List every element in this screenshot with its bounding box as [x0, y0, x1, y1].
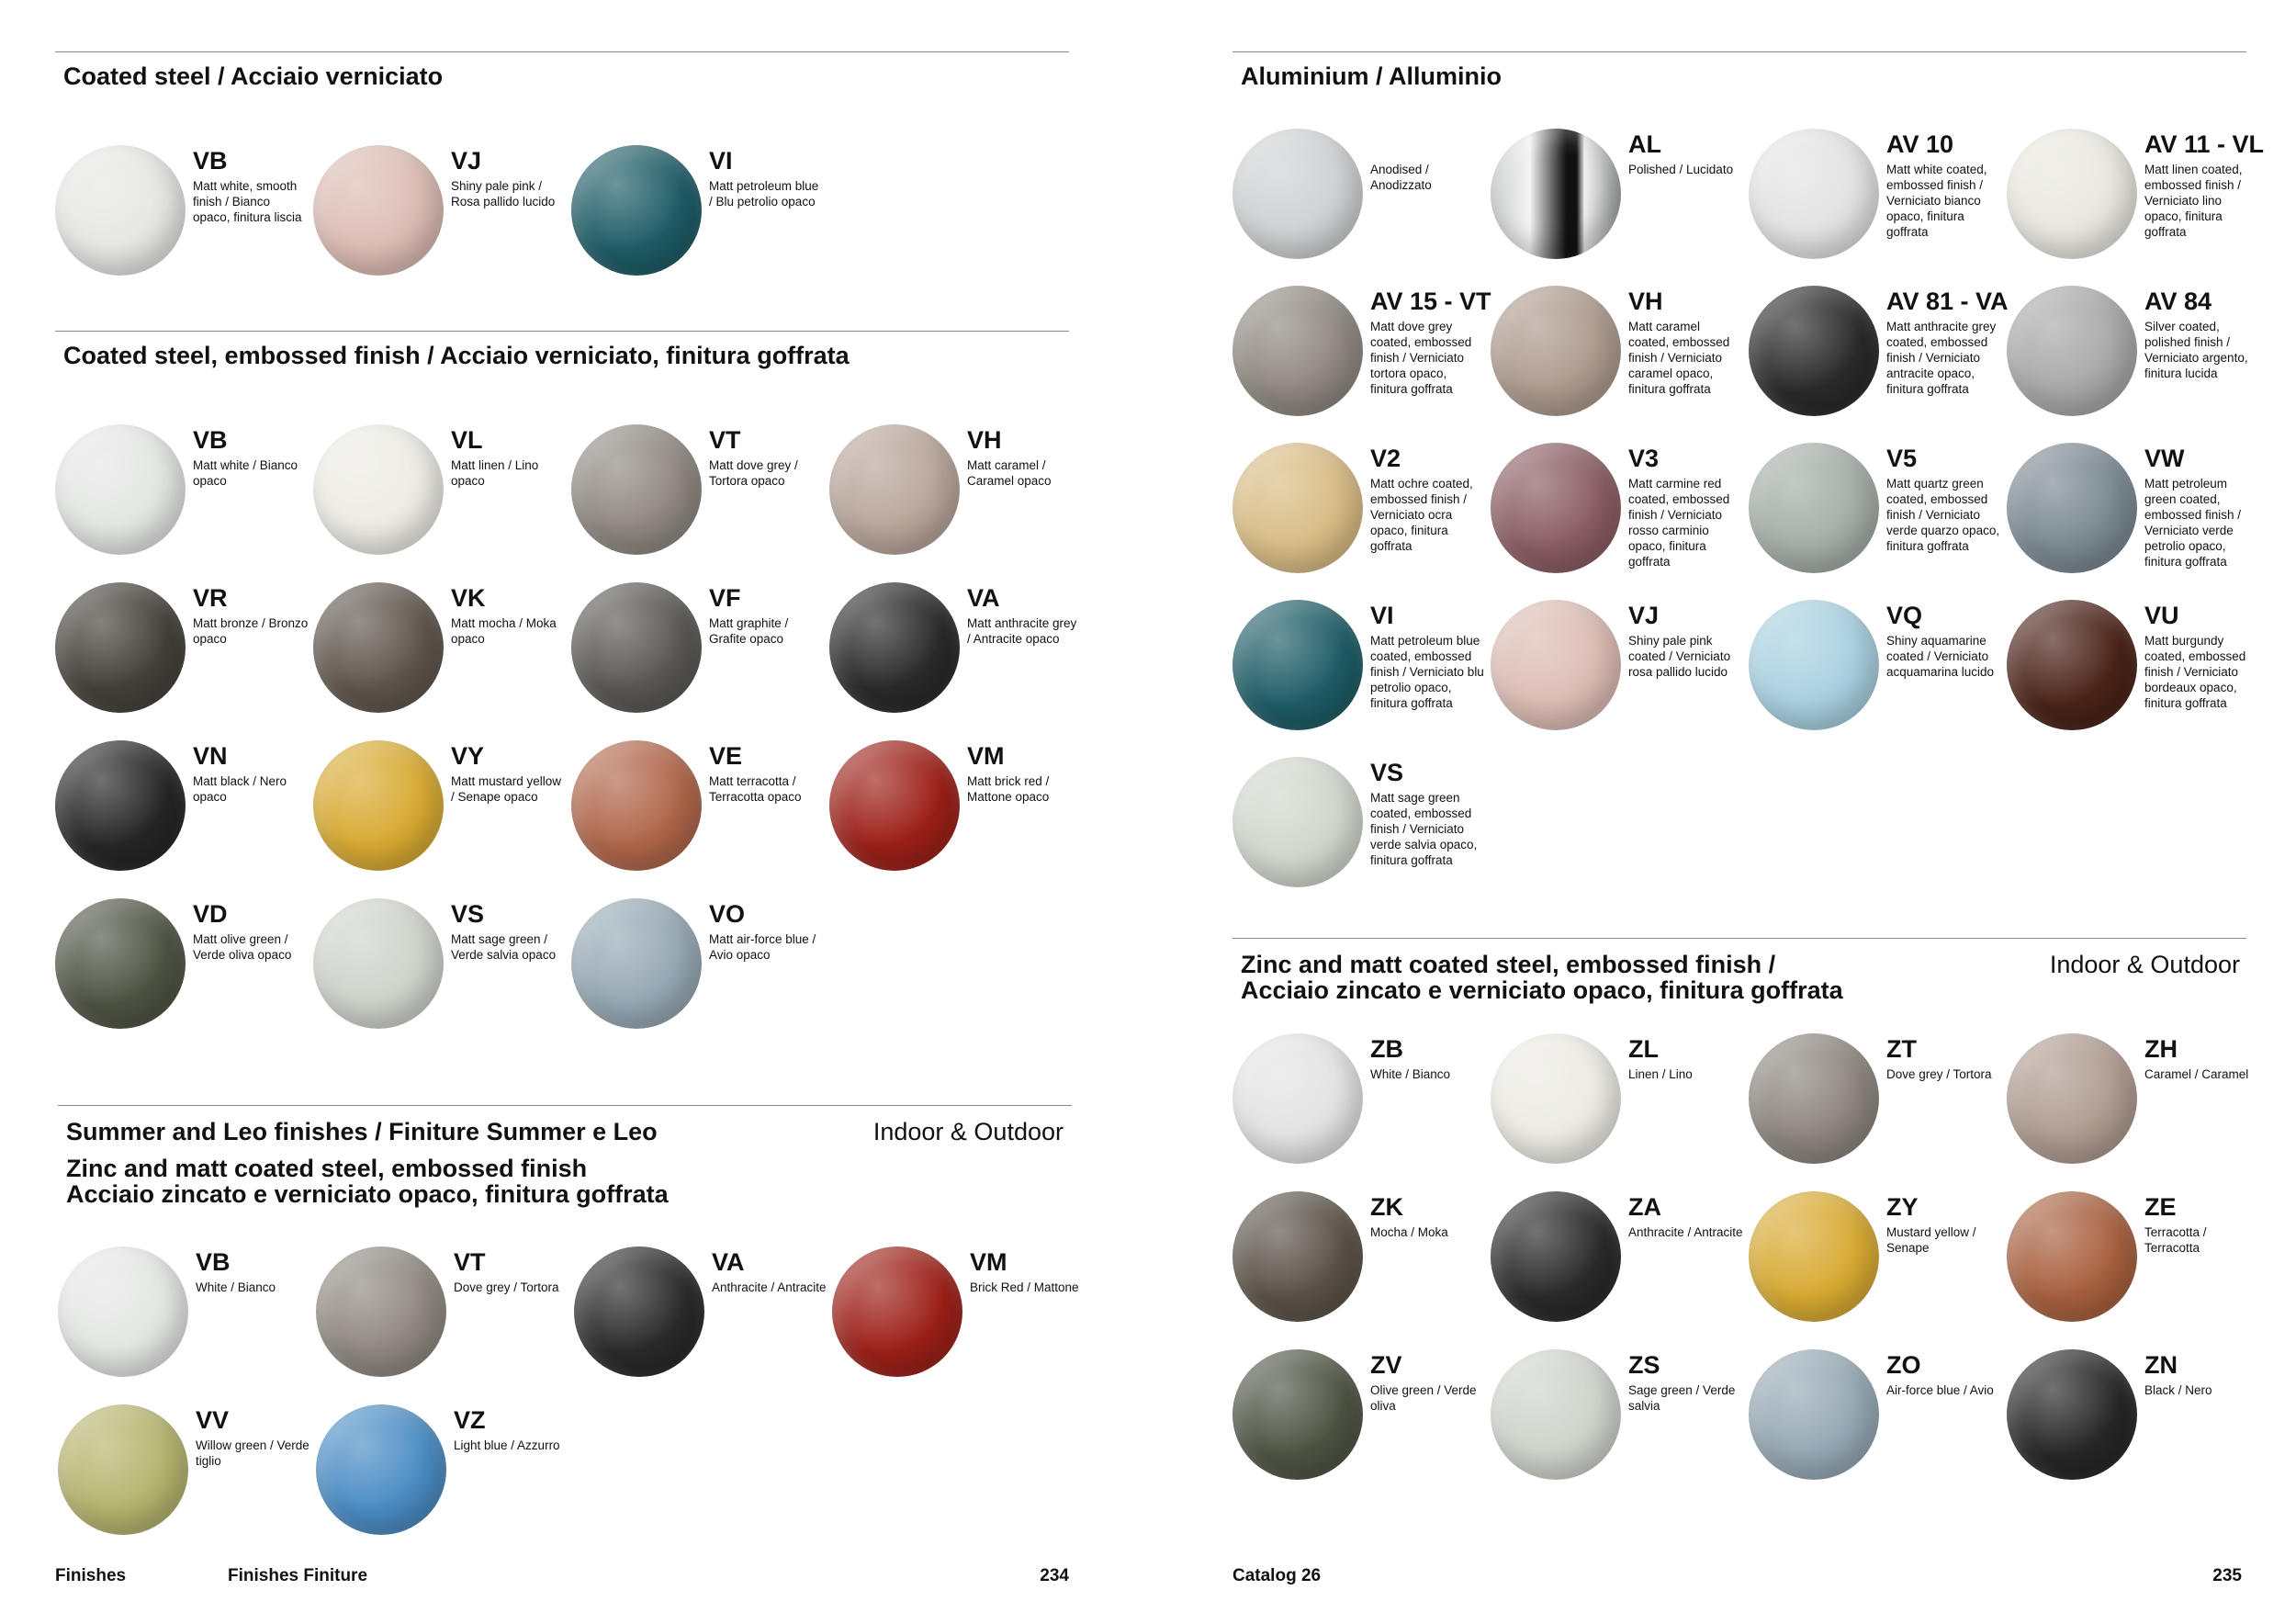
finish-code: ZB	[1370, 1035, 1403, 1063]
section-title-aluminium: Aluminium / Alluminio	[1241, 62, 1502, 90]
finish-description: Olive green / Verde oliva	[1370, 1383, 1477, 1413]
color-swatch	[571, 898, 702, 1029]
finish-description: Matt petroleum blue / Blu petrolio opaco	[709, 179, 819, 209]
finish-description: Matt linen coated, embossed finish / Verniciato lino opaco, finitura goffrata	[2144, 163, 2243, 239]
divider	[55, 51, 1069, 52]
section-title-coated-steel-embossed: Coated steel, embossed finish / Acciaio verniciato, finitura goffrata	[63, 342, 850, 369]
finish-description: Shiny aquamarine coated / Verniciato acquamarina lucido	[1886, 634, 1995, 679]
finish-code: VE	[709, 742, 743, 770]
finish-swatch-item	[571, 740, 828, 878]
finish-swatch-item	[571, 582, 828, 720]
finish-swatch-item	[2007, 286, 2264, 423]
color-swatch	[571, 424, 702, 555]
finish-code: AV 84	[2144, 288, 2212, 315]
color-swatch	[313, 898, 444, 1029]
finish-description: Linen / Lino	[1628, 1067, 1693, 1081]
right-page	[1148, 0, 2296, 1624]
color-swatch	[1749, 1349, 1879, 1480]
finish-description: Shiny pale pink / Rosa pallido lucido	[451, 179, 556, 209]
finish-code: VS	[451, 900, 485, 928]
color-swatch	[571, 740, 702, 871]
finish-swatch-item	[829, 740, 1086, 878]
finish-code: ZH	[2144, 1035, 2178, 1063]
section-subtitle-line-1: Zinc and matt coated steel, embossed finish	[66, 1155, 588, 1182]
finish-code: ZA	[1628, 1193, 1661, 1221]
finish-code: AV 10	[1886, 130, 1954, 158]
finish-description: Matt carmine red coated, embossed finish / Verniciato rosso carminio opaco, finitura goffrata	[1628, 477, 1730, 569]
finish-description: Matt linen / Lino opaco	[451, 458, 539, 488]
finish-code: VO	[709, 900, 746, 928]
color-swatch	[1491, 1191, 1621, 1322]
color-swatch	[1491, 443, 1621, 573]
finish-swatch-item	[829, 424, 1086, 562]
finish-swatch-item	[1232, 443, 1490, 581]
indoor-outdoor-tag: Indoor & Outdoor	[2049, 951, 2240, 978]
finish-description: Mustard yellow / Senape	[1886, 1225, 1976, 1255]
footer-catalog-label: Catalog 26	[1232, 1566, 1322, 1585]
color-swatch	[316, 1246, 446, 1377]
finish-code: ZV	[1370, 1351, 1402, 1379]
finish-code: VI	[709, 147, 733, 175]
color-swatch	[1491, 129, 1621, 259]
finish-description: Matt white coated, embossed finish / Verniciato bianco opaco, finitura goffrata	[1886, 163, 1987, 239]
finish-description: Matt dove grey / Tortora opaco	[709, 458, 798, 488]
finish-description: Matt white, smooth finish / Bianco opaco, finitura liscia	[193, 179, 302, 224]
finish-description: Matt anthracite grey / Antracite opaco	[967, 616, 1077, 646]
color-swatch	[1749, 600, 1879, 730]
finish-description: Anodised / Anodizzato	[1370, 163, 1432, 192]
finish-swatch-item	[1232, 129, 1490, 266]
finish-description: Matt petroleum blue coated, embossed finish / Verniciato blu petrolio opaco, finitura goffrata	[1370, 634, 1484, 710]
color-swatch	[1749, 129, 1879, 259]
divider	[1232, 938, 2246, 939]
finish-description: Willow green / Verde tiglio	[196, 1438, 310, 1468]
color-swatch	[2007, 129, 2137, 259]
finish-code: VH	[967, 426, 1002, 454]
color-swatch	[313, 582, 444, 713]
color-swatch	[55, 582, 186, 713]
finish-code: VD	[193, 900, 228, 928]
divider	[1232, 51, 2246, 52]
finish-swatch-item	[1491, 129, 1748, 266]
finish-description: Matt dove grey coated, embossed finish / Verniciato tortora opaco, finitura goffrata	[1370, 320, 1472, 396]
finish-code: AV 11 - VL	[2144, 130, 2265, 158]
color-swatch	[1749, 286, 1879, 416]
finish-code: ZE	[2144, 1193, 2177, 1221]
finish-code: VR	[193, 584, 228, 612]
finish-swatch-item	[55, 424, 312, 562]
color-swatch	[313, 740, 444, 871]
color-swatch	[1232, 1349, 1363, 1480]
finish-swatch-item	[1232, 1191, 1490, 1329]
finish-swatch-item	[1749, 1191, 2006, 1329]
finish-description: Matt terracotta / Terracotta opaco	[709, 774, 802, 804]
color-swatch	[1491, 600, 1621, 730]
finish-swatch-item	[1749, 286, 2009, 423]
section-title-zinc-line-1: Zinc and matt coated steel, embossed finish /	[1241, 951, 1776, 978]
finish-description: Brick Red / Mattone	[970, 1280, 1079, 1294]
finish-swatch-item	[1749, 1033, 2006, 1171]
finish-swatch-item	[1749, 443, 2006, 581]
color-swatch	[316, 1404, 446, 1535]
finish-code: AV 15 - VT	[1370, 288, 1491, 315]
color-swatch	[55, 898, 186, 1029]
finish-swatch-item	[1749, 1349, 2006, 1487]
finish-description: Light blue / Azzurro	[454, 1438, 560, 1452]
finish-swatch-item	[58, 1404, 315, 1542]
finish-description: Shiny pale pink coated / Verniciato rosa pallido lucido	[1628, 634, 1731, 679]
color-swatch	[55, 740, 186, 871]
finish-swatch-item	[1749, 600, 2006, 738]
color-swatch	[1749, 1033, 1879, 1164]
finish-description: Matt anthracite grey coated, embossed finish / Verniciato antracite opaco, finitura goffrata	[1886, 320, 1997, 396]
color-swatch	[2007, 1191, 2137, 1322]
finish-code: VS	[1370, 759, 1404, 786]
color-swatch	[829, 740, 960, 871]
finish-swatch-item	[313, 145, 570, 283]
finish-code: ZL	[1628, 1035, 1659, 1063]
indoor-outdoor-tag: Indoor & Outdoor	[872, 1118, 1064, 1145]
finish-swatch-item	[829, 582, 1086, 720]
section-title-coated-steel: Coated steel / Acciaio verniciato	[63, 62, 444, 90]
finish-code: VH	[1628, 288, 1663, 315]
finish-code: AL	[1628, 130, 1661, 158]
finish-description: Matt caramel / Caramel opaco	[967, 458, 1052, 488]
finish-swatch-item	[2007, 443, 2264, 581]
color-swatch	[1232, 1033, 1363, 1164]
finish-description: Matt quartz green coated, embossed finish / Verniciato verde quarzo opaco, finitura goffrata	[1886, 477, 2000, 553]
finish-swatch-item	[313, 424, 570, 562]
finish-swatch-item	[55, 740, 312, 878]
finish-swatch-item	[313, 582, 570, 720]
finish-swatch-item	[313, 898, 570, 1036]
finish-description: Matt sage green / Verde salvia opaco	[451, 932, 557, 962]
color-swatch	[571, 582, 702, 713]
finish-description: Sage green / Verde salvia	[1628, 1383, 1736, 1413]
footer-chapter-label: Finishes Finiture	[228, 1566, 368, 1585]
finish-code: VQ	[1886, 602, 1923, 629]
finish-code: VL	[451, 426, 483, 454]
finish-code: ZT	[1886, 1035, 1917, 1063]
finish-description: Matt caramel coated, embossed finish / Verniciato caramel opaco, finitura goffrata	[1628, 320, 1730, 396]
section-title-zinc-line-2: Acciaio zincato e verniciato opaco, finitura goffrata	[1241, 976, 1843, 1004]
finish-code: AV 81 - VA	[1886, 288, 2009, 315]
finish-swatch-item	[1749, 129, 2006, 266]
color-swatch	[829, 424, 960, 555]
color-swatch	[313, 424, 444, 555]
finish-code: VU	[2144, 602, 2179, 629]
finish-description: Matt graphite / Grafite opaco	[709, 616, 789, 646]
finish-description: Matt sage green coated, embossed finish / Verniciato verde salvia opaco, finitura goffrata	[1370, 791, 1478, 867]
finish-code: VA	[967, 584, 1000, 612]
finish-description: Matt burgundy coated, embossed finish / Verniciato bordeaux opaco, finitura goffrata	[2144, 634, 2246, 710]
section-title-summer-leo: Summer and Leo finishes / Finiture Summer e Leo	[66, 1118, 658, 1145]
finish-swatch-item	[571, 424, 828, 562]
finish-swatch-item	[316, 1404, 573, 1542]
finish-code: VB	[193, 426, 228, 454]
finish-code: VI	[1370, 602, 1394, 629]
finish-code: V2	[1370, 445, 1401, 472]
finish-code: VN	[193, 742, 228, 770]
finish-code: ZN	[2144, 1351, 2178, 1379]
finish-swatch-item	[1232, 1033, 1490, 1171]
finish-swatch-item	[55, 898, 312, 1036]
section-subtitle-line-2: Acciaio zincato e verniciato opaco, finitura goffrata	[66, 1180, 669, 1208]
finish-code: ZS	[1628, 1351, 1660, 1379]
page-number: 235	[2212, 1566, 2242, 1585]
color-swatch	[1232, 286, 1363, 416]
color-swatch	[2007, 1033, 2137, 1164]
finish-description: White / Bianco	[1370, 1067, 1451, 1081]
color-swatch	[1232, 600, 1363, 730]
finish-swatch-item	[55, 582, 312, 720]
divider	[55, 331, 1069, 332]
finish-swatch-item	[2007, 1033, 2264, 1171]
page-number: 234	[1040, 1566, 1069, 1585]
finish-description: Matt white / Bianco opaco	[193, 458, 298, 488]
finish-swatch-item	[58, 1246, 315, 1384]
finish-description: Dove grey / Tortora	[454, 1280, 559, 1294]
color-swatch	[1749, 443, 1879, 573]
finish-code: VJ	[451, 147, 482, 175]
color-swatch	[1232, 129, 1363, 259]
footer-section-label: Finishes	[55, 1566, 127, 1585]
finish-code: V5	[1886, 445, 1918, 472]
finish-description: Caramel / Caramel	[2144, 1067, 2249, 1081]
finish-swatch-item	[1491, 1033, 1748, 1171]
color-swatch	[571, 145, 702, 276]
finish-description: Matt mocha / Moka opaco	[451, 616, 557, 646]
finish-swatch-item	[571, 898, 828, 1036]
color-swatch	[1749, 1191, 1879, 1322]
finish-swatch-item	[1491, 1349, 1748, 1487]
finish-description: Matt black / Nero opaco	[193, 774, 287, 804]
color-swatch	[55, 145, 186, 276]
color-swatch	[1491, 1349, 1621, 1480]
finish-code: VZ	[454, 1406, 486, 1434]
finish-code: VV	[196, 1406, 230, 1434]
color-swatch	[58, 1246, 188, 1377]
finish-code: VW	[2144, 445, 2185, 472]
finish-swatch-item	[2007, 600, 2264, 738]
finish-swatch-item	[574, 1246, 831, 1384]
color-swatch	[2007, 443, 2137, 573]
finish-code: VK	[451, 584, 486, 612]
color-swatch	[2007, 600, 2137, 730]
finish-description: Matt air-force blue / Avio opaco	[709, 932, 816, 962]
finish-description: Matt olive green / Verde oliva opaco	[193, 932, 292, 962]
finish-swatch-item	[1491, 1191, 1748, 1329]
finish-code: ZK	[1370, 1193, 1403, 1221]
finish-code: VF	[709, 584, 741, 612]
color-swatch	[1491, 1033, 1621, 1164]
finish-description: White / Bianco	[196, 1280, 276, 1294]
finish-code: VA	[712, 1248, 745, 1276]
finish-description: Air-force blue / Avio	[1886, 1383, 1994, 1397]
finish-description: Polished / Lucidato	[1628, 163, 1734, 176]
finish-description: Silver coated, polished finish / Verniciato argento, finitura lucida	[2144, 320, 2248, 380]
color-swatch	[313, 145, 444, 276]
finish-code: VM	[967, 742, 1005, 770]
finish-swatch-item	[1232, 600, 1490, 738]
finish-swatch-item	[313, 740, 570, 878]
finish-code: VJ	[1628, 602, 1660, 629]
finish-description: Dove grey / Tortora	[1886, 1067, 1992, 1081]
finish-swatch-item	[316, 1246, 573, 1384]
color-swatch	[574, 1246, 704, 1377]
finish-swatch-item	[1232, 286, 1490, 423]
finish-description: Mocha / Moka	[1370, 1225, 1448, 1239]
finish-swatch-item	[2007, 129, 2264, 266]
finish-swatch-item	[2007, 1191, 2264, 1329]
finish-description: Terracotta / Terracotta	[2144, 1225, 2207, 1255]
finish-swatch-item	[1232, 757, 1490, 895]
finish-code: VB	[193, 147, 228, 175]
finish-swatch-item	[2007, 1349, 2264, 1487]
finish-code: VT	[454, 1248, 486, 1276]
color-swatch	[832, 1246, 962, 1377]
finish-description: Matt petroleum green coated, embossed finish / Verniciato verde petrolio opaco, finitura goffrata	[2144, 477, 2242, 569]
finish-code: VB	[196, 1248, 231, 1276]
finish-swatch-item	[55, 145, 312, 283]
finish-swatch-item	[1491, 286, 1748, 423]
finish-description: Black / Nero	[2144, 1383, 2212, 1397]
finish-code: V3	[1628, 445, 1660, 472]
finish-code: VM	[970, 1248, 1007, 1276]
finish-description: Anthracite / Antracite	[712, 1280, 827, 1294]
finish-description: Matt mustard yellow / Senape opaco	[451, 774, 562, 804]
color-swatch	[55, 424, 186, 555]
color-swatch	[1232, 757, 1363, 887]
finish-description: Anthracite / Antracite	[1628, 1225, 1743, 1239]
finish-code: VY	[451, 742, 485, 770]
finish-swatch-item	[1491, 600, 1748, 738]
finish-code: ZY	[1886, 1193, 1919, 1221]
finish-code: VT	[709, 426, 741, 454]
color-swatch	[1491, 286, 1621, 416]
color-swatch	[2007, 286, 2137, 416]
divider	[58, 1105, 1072, 1106]
finish-description: Matt brick red / Mattone opaco	[967, 774, 1050, 804]
color-swatch	[58, 1404, 188, 1535]
color-swatch	[1232, 443, 1363, 573]
finish-code: ZO	[1886, 1351, 1921, 1379]
finish-swatch-item	[1491, 443, 1748, 581]
color-swatch	[829, 582, 960, 713]
color-swatch	[1232, 1191, 1363, 1322]
finish-swatch-item	[1232, 1349, 1490, 1487]
color-swatch	[2007, 1349, 2137, 1480]
finish-swatch-item	[832, 1246, 1089, 1384]
finish-swatch-item	[571, 145, 828, 283]
finish-description: Matt ochre coated, embossed finish / Verniciato ocra opaco, finitura goffrata	[1370, 477, 1473, 553]
finish-description: Matt bronze / Bronzo opaco	[193, 616, 309, 646]
